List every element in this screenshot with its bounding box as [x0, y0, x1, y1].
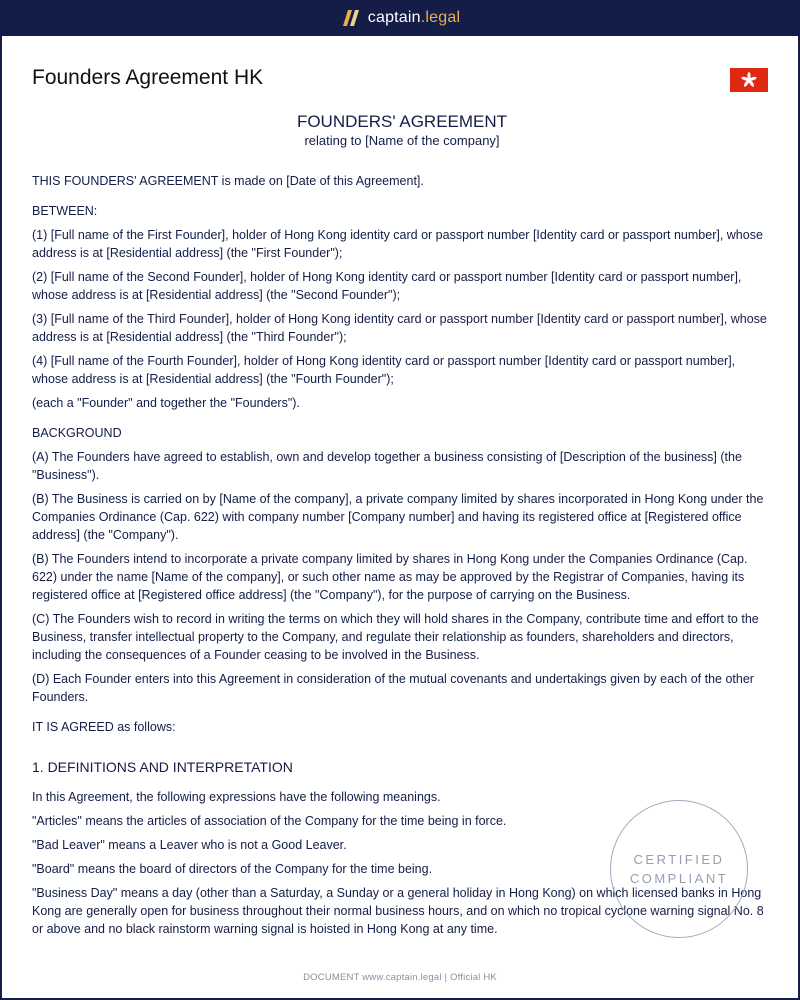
definition-paragraph: "Board" means the board of directors of the Company for the time being.: [32, 862, 433, 876]
party-paragraph: (2) [Full name of the Second Founder], holder of Hong Kong identity card or passport number [Identity card or passport number], whose address is at [Residential address] (the "Second Founder");: [32, 270, 742, 302]
background-paragraph: (A) The Founders have agreed to establish, own and develop together a business consisting of [Description of the business] (the "Business").: [32, 450, 742, 482]
stamp-line: COMPLIANT: [629, 871, 729, 886]
document-header: [32, 66, 768, 96]
agreement-title: FOUNDERS' AGREEMENT: [296, 112, 508, 131]
brand-name: captain.legal: [367, 9, 461, 26]
document-sheet: [2, 36, 798, 998]
stamp-line: CERTIFIED: [633, 852, 725, 867]
intro-paragraph: THIS FOUNDERS' AGREEMENT is made on [Date of this Agreement].: [32, 174, 424, 188]
party-paragraph: (3) [Full name of the Third Founder], holder of Hong Kong identity card or passport number [Identity card or passport number], whose address is at [Residential address] (the "Third Founder");: [32, 312, 767, 344]
definition-paragraph: "Bad Leaver" means a Leaver who is not a Good Leaver.: [32, 838, 347, 852]
brand-logo[interactable]: [340, 9, 460, 27]
party-paragraph: (1) [Full name of the First Founder], holder of Hong Kong identity card or passport number [Identity card or passport number], whose address is at [Residential address] (the "First Founder");: [32, 228, 763, 260]
captain-logo-icon: [340, 10, 360, 26]
document-title: Founders Agreement HK: [32, 66, 264, 89]
background-paragraph: (B) The Business is carried on by [Name of the company], a private company limited by shares incorporated in Hong Kong under the Companies Ordinance (Cap. 622) with company number [Company number] and having its registered office at [Registered office address] (the "Company").: [32, 492, 764, 542]
party-paragraph: (4) [Full name of the Fourth Founder], holder of Hong Kong identity card or passport number [Identity card or passport number], whose address is at [Residential address] (the "Fourth Founder");: [32, 354, 736, 386]
section-heading: 1. DEFINITIONS AND INTERPRETATION: [32, 759, 293, 775]
party-paragraph: (each a "Founder" and together the "Founders").: [32, 396, 300, 410]
agreed-paragraph: IT IS AGREED as follows:: [32, 720, 176, 734]
hong-kong-flag-icon: [730, 68, 768, 92]
background-paragraph: (C) The Founders wish to record in writing the terms on which they will hold shares in the Company, contribute time and effort to the Business, transfer intellectual property to the Company, and regulate their relationship as founders, shareholders and directors, including the consequences of a Founder ceasing to be involved in the Business.: [32, 612, 759, 662]
document-footer: DOCUMENT www.captain.legal | Official HK: [303, 972, 497, 983]
certified-compliant-stamp: [610, 800, 748, 938]
top-bar: [0, 0, 800, 36]
agreement-subtitle: relating to [Name of the company]: [304, 133, 500, 148]
definition-paragraph: "Articles" means the articles of association of the Company for the time being in force.: [32, 814, 507, 828]
between-heading: BETWEEN:: [32, 204, 98, 218]
background-paragraph: (B) The Founders intend to incorporate a private company limited by shares in Hong Kong under the Companies Ordinance (Cap. 622) under the name [Name of the company], or such other name as may be approved by the Registrar of Companies, having its registered office at [Registered office address] (the "Company"), for the purpose of carrying on the Business.: [32, 552, 748, 602]
section-intro: In this Agreement, the following expressions have the following meanings.: [32, 790, 441, 804]
background-heading: BACKGROUND: [32, 426, 122, 440]
background-paragraph: (D) Each Founder enters into this Agreement in consideration of the mutual covenants and undertakings given by each of the other Founders.: [32, 672, 754, 704]
definition-paragraph: "Business Day" means a day (other than a Saturday, a Sunday or a general holiday in Hong Kong) on which licensed banks in Hong Kong are generally open for business throughout their normal business hours, and on which no tropical cyclone warning signal No. 8 or above and no black rainstorm warning signal is hoisted in Hong Kong at any time.: [32, 886, 764, 936]
